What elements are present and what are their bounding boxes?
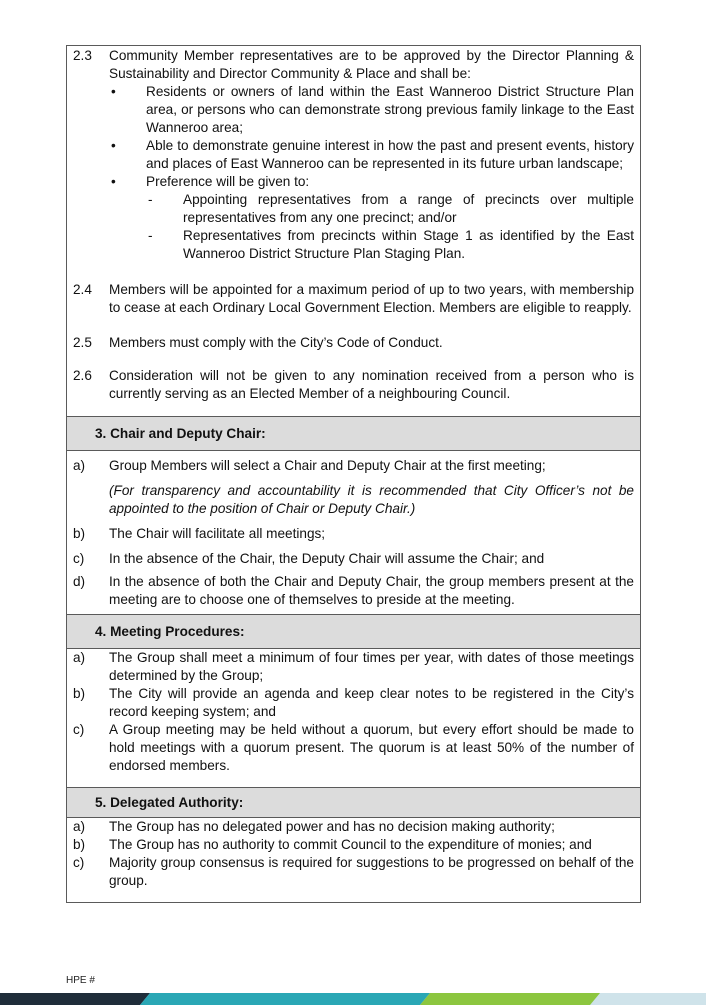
item-letter: b): [73, 686, 86, 701]
section-4-body: [67, 649, 640, 788]
section-5-body: [67, 818, 640, 902]
item-text: The City will provide an agenda and keep clear notes to be registered in the City’s record keeping system; and: [109, 686, 634, 719]
bullet-icon: •: [111, 174, 116, 189]
dash-item: - Appointing representatives from a range of precincts over multiple representatives from any one precinct; and/or: [148, 192, 634, 225]
footer-bar-dark: [0, 993, 150, 1005]
dash-item: - Representatives from precincts within Stage 1 as identified by the East Wanneroo District Structure Plan Staging Plan.: [148, 228, 634, 261]
item-letter: b): [73, 837, 86, 852]
footer-bar-green: [420, 993, 600, 1005]
bullet-item: • Able to demonstrate genuine interest in how the past and present events, history and places of East Wanneroo can be represented in its future urban landscape;: [111, 138, 634, 171]
item-2-5: [67, 334, 640, 352]
bullet-item: • Preference will be given to: - Appointing representatives from a range of precincts over multiple representatives from any one precinct; and/or - Representatives from precincts within Stage 1 as identified by the East Wanneroo District Structure Plan Staging Plan.: [111, 174, 634, 261]
section-2-body: [67, 46, 640, 417]
item-text: The Group has no delegated power and has no decision making authority;: [109, 819, 555, 834]
item-letter: a): [73, 650, 86, 665]
bullet-icon: •: [111, 138, 116, 153]
item-text: Community Member representatives are to be approved by the Director Planning & Sustainability and Director Community & Place and shall be:: [109, 48, 634, 81]
list-item: [67, 573, 640, 609]
list-item: [67, 854, 640, 890]
item-2-3: [67, 47, 640, 263]
item-text: In the absence of both the Chair and Deputy Chair, the group members present at the meeting are to choose one of themselves to preside at the meeting.: [109, 574, 634, 607]
item-number: 2.4: [73, 282, 92, 297]
item-number: 2.3: [73, 48, 92, 63]
item-text: In the absence of the Chair, the Deputy Chair will assume the Chair; and: [109, 551, 545, 566]
item-letter: c): [73, 551, 85, 566]
dash-icon: -: [148, 192, 153, 207]
footer-bar-teal: [140, 993, 430, 1005]
item-text: Members will be appointed for a maximum period of up to two years, with membership to cease at each Ordinary Local Government Election. Members are eligible to reapply.: [109, 282, 634, 315]
list-item: [67, 550, 640, 568]
item-letter: c): [73, 722, 85, 737]
item-text: The Chair will facilitate all meetings;: [109, 526, 326, 541]
item-text: Group Members will select a Chair and Deputy Chair at the first meeting;: [109, 458, 546, 473]
item-letter: b): [73, 526, 86, 541]
bullet-item: • Residents or owners of land within the East Wanneroo District Structure Plan area, or persons who can demonstrate strong previous family linkage to the East Wanneroo area;: [111, 84, 634, 135]
item-letter: c): [73, 855, 85, 870]
item-letter: d): [73, 574, 86, 589]
dash-icon: -: [148, 228, 153, 243]
list-item: [67, 685, 640, 721]
item-text: The Group has no authority to commit Council to the expenditure of monies; and: [109, 837, 592, 852]
list-item: [67, 525, 640, 543]
section-3-heading: 3. Chair and Deputy Chair:: [67, 417, 640, 451]
list-item: [67, 836, 640, 854]
list-item: [67, 721, 640, 775]
item-number: 2.5: [73, 335, 92, 350]
list-item: [67, 649, 640, 685]
item-number: 2.6: [73, 368, 92, 383]
section-5-heading: 5. Delegated Authority:: [67, 788, 640, 818]
hpe-reference-label: HPE #: [66, 975, 95, 986]
item-2-6: [67, 367, 640, 403]
item-2-4: [67, 281, 640, 317]
italic-note: (For transparency and accountability it is recommended that City Officer’s not be appointed to the position of Chair or Deputy Chair.): [109, 483, 634, 516]
section-3-body: [67, 451, 640, 615]
bullet-icon: •: [111, 84, 116, 99]
list-item: [67, 457, 640, 518]
item-text: Consideration will not be given to any nomination received from a person who is currently serving as an Elected Member of a neighbouring Council.: [109, 368, 634, 401]
terms-table: [66, 45, 641, 903]
item-text: A Group meeting may be held without a quorum, but every effort should be made to hold meetings with a quorum present. The quorum is at least 50% of the number of endorsed members.: [109, 722, 634, 773]
list-item: [67, 818, 640, 836]
footer-decorative-bar: [0, 993, 706, 1005]
section-4-heading: 4. Meeting Procedures:: [67, 615, 640, 649]
item-letter: a): [73, 458, 86, 473]
item-text: The Group shall meet a minimum of four times per year, with dates of those meetings determined by the Group;: [109, 650, 634, 683]
item-text: Members must comply with the City’s Code of Conduct.: [109, 335, 443, 350]
item-letter: a): [73, 819, 86, 834]
item-text: Majority group consensus is required for suggestions to be progressed on behalf of the group.: [109, 855, 634, 888]
